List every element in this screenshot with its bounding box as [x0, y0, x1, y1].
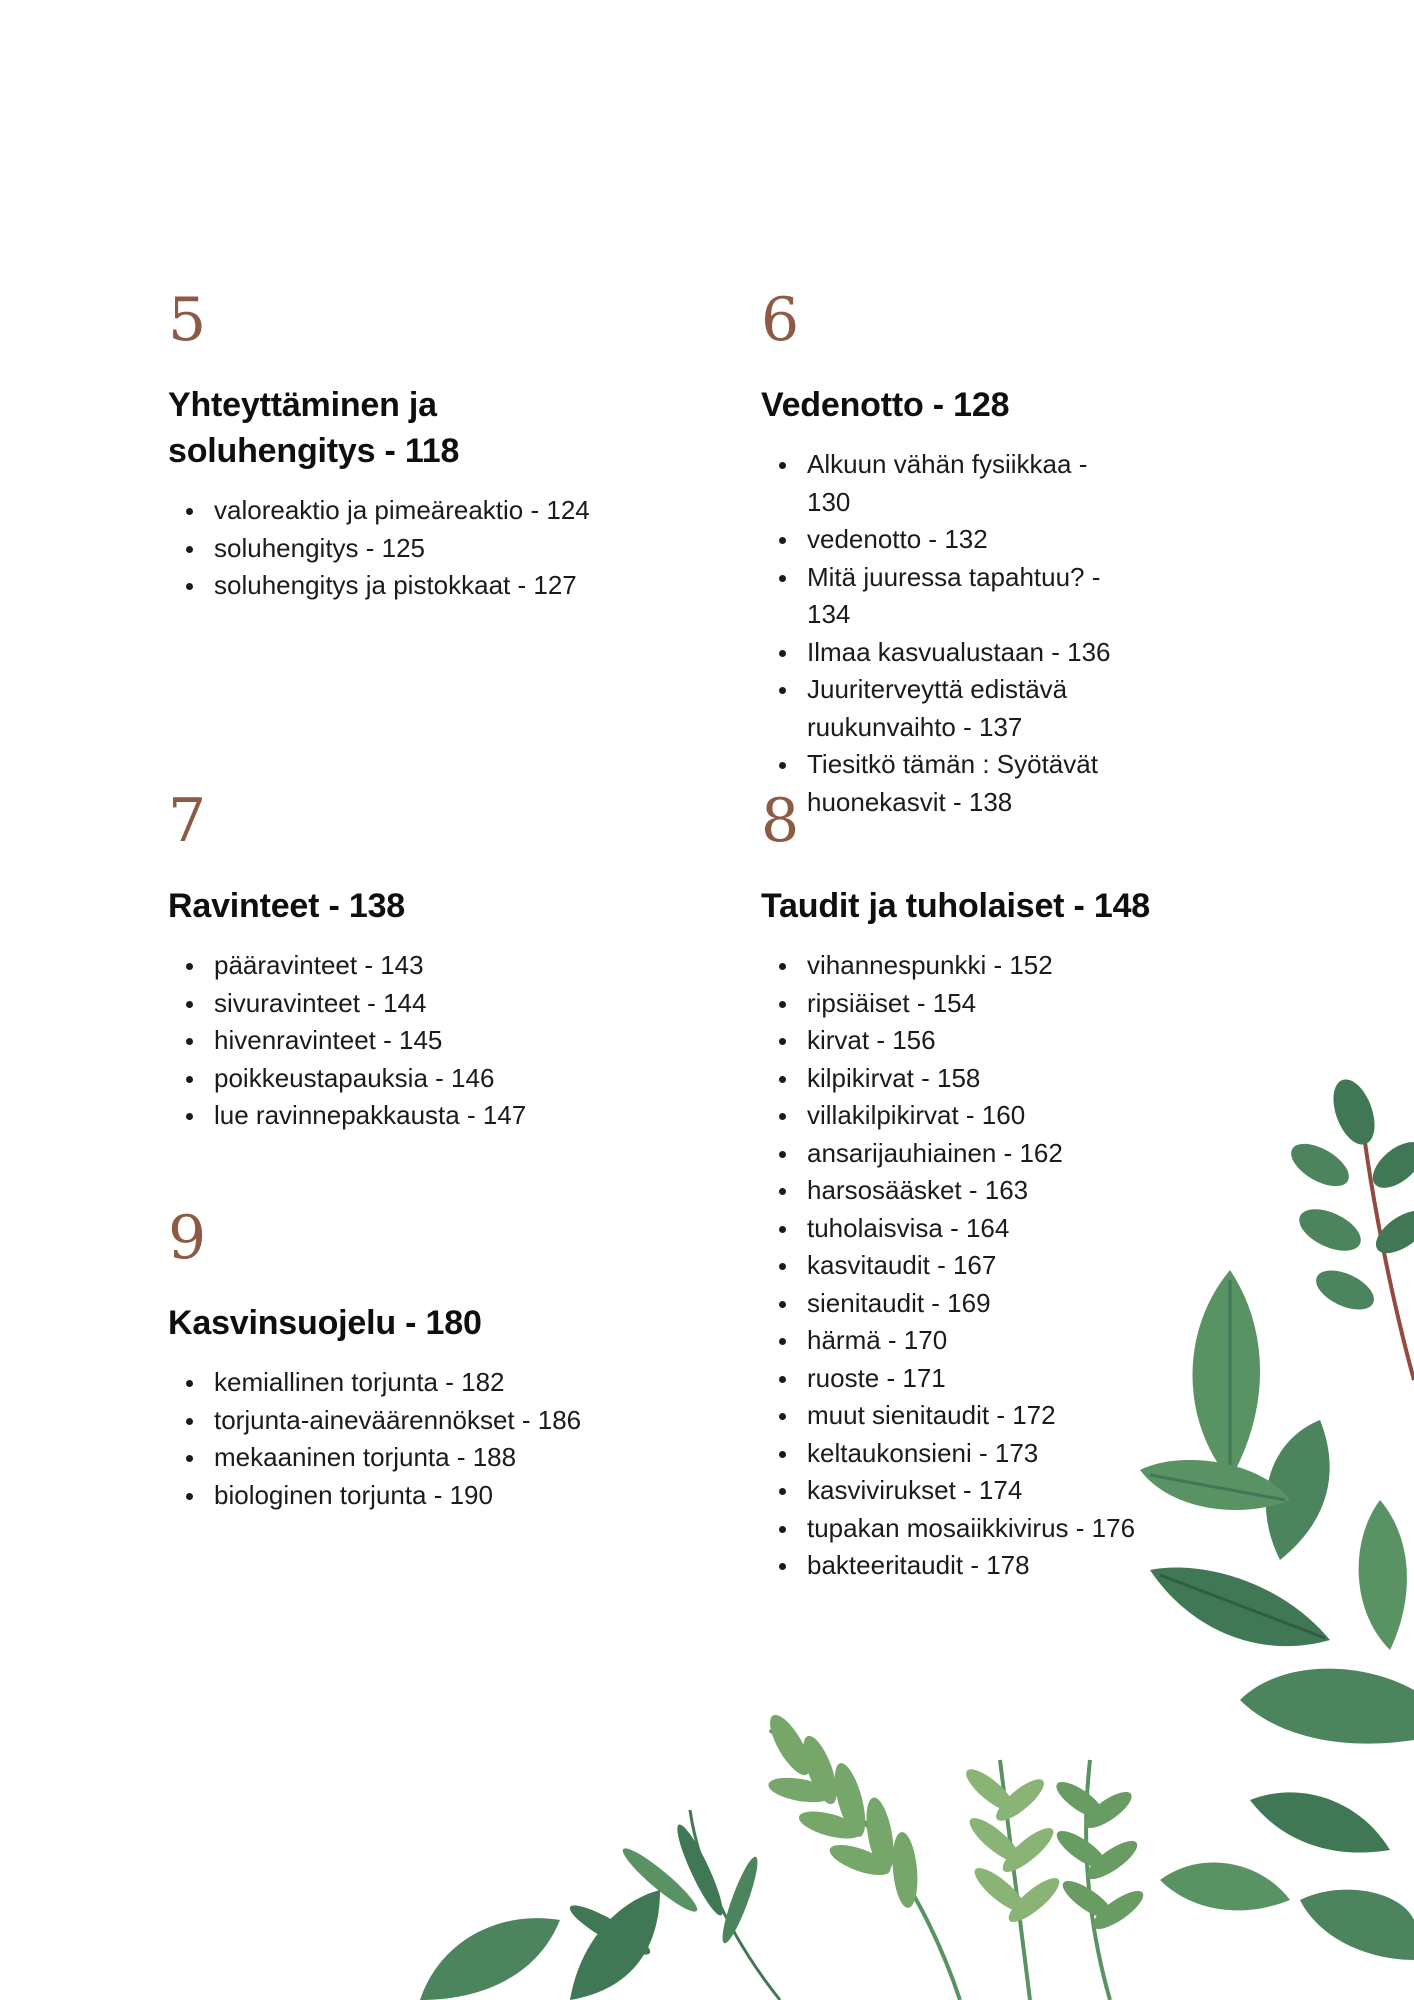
list-item: mekaaninen torjunta - 188	[214, 1439, 668, 1477]
list-item: kasvitaudit - 167	[807, 1247, 1261, 1285]
list-item: biologinen torjunta - 190	[214, 1477, 668, 1515]
list-item: tuholaisvisa - 164	[807, 1210, 1261, 1248]
list-item: muut sienitaudit - 172	[807, 1397, 1261, 1435]
list-item: sivuravinteet - 144	[214, 985, 668, 1023]
list-item: ruoste - 171	[807, 1360, 1261, 1398]
list-item: Juuriterveyttä edistävä ruukunvaihto - 137	[807, 671, 1137, 746]
list-item: bakteeritaudit - 178	[807, 1547, 1261, 1585]
list-item: sienitaudit - 169	[807, 1285, 1261, 1323]
chapter-title: Ravinteet - 138	[168, 887, 405, 925]
chapter-topic-list	[168, 492, 668, 605]
list-item: Ilmaa kasvualustaan - 136	[807, 634, 1137, 672]
list-item: kasvivirukset - 174	[807, 1472, 1261, 1510]
list-item: harsosääsket - 163	[807, 1172, 1261, 1210]
chapter-number: 6	[761, 285, 800, 355]
list-item: vihannespunkki - 152	[807, 947, 1261, 985]
chapter-number: 5	[168, 285, 207, 355]
chapter-title: Kasvinsuojelu - 180	[168, 1304, 482, 1342]
chapter-title: Vedenotto - 128	[761, 386, 1010, 424]
chapter-9	[168, 1203, 668, 1514]
list-item: soluhengitys ja pistokkaat - 127	[214, 567, 668, 605]
list-item: tupakan mosaiikkivirus - 176	[807, 1510, 1261, 1548]
chapter-title: Taudit ja tuholaiset - 148	[761, 887, 1151, 925]
list-item: torjunta-aineväärennökset - 186	[214, 1402, 668, 1440]
list-item: kirvat - 156	[807, 1022, 1261, 1060]
list-item: härmä - 170	[807, 1322, 1261, 1360]
list-item: Mitä juuressa tapahtuu? - 134	[807, 559, 1137, 634]
chapter-6	[761, 285, 1231, 821]
chapter-number: 9	[168, 1203, 207, 1273]
chapter-topic-list	[168, 947, 668, 1135]
list-item: ansarijauhiainen - 162	[807, 1135, 1261, 1173]
chapter-topic-list	[168, 1364, 668, 1514]
list-item: poikkeustapauksia - 146	[214, 1060, 668, 1098]
list-item: Tiesitkö tämän : Syötävät huonekasvit - 138	[807, 746, 1137, 821]
chapter-title: Yhteyttäminen ja soluhengitys - 118	[168, 386, 460, 470]
list-item: soluhengitys - 125	[214, 530, 668, 568]
chapter-7	[168, 786, 668, 1135]
list-item: lue ravinnepakkausta - 147	[214, 1097, 668, 1135]
list-item: villakilpikirvat - 160	[807, 1097, 1261, 1135]
chapter-8	[761, 786, 1261, 1585]
list-item: hivenravinteet - 145	[214, 1022, 668, 1060]
list-item: pääravinteet - 143	[214, 947, 668, 985]
chapter-5	[168, 285, 668, 605]
list-item: keltaukonsieni - 173	[807, 1435, 1261, 1473]
list-item: kilpikirvat - 158	[807, 1060, 1261, 1098]
chapter-topic-list	[761, 446, 1137, 821]
chapter-number: 7	[168, 786, 207, 856]
chapter-topic-list	[761, 947, 1261, 1585]
list-item: kemiallinen torjunta - 182	[214, 1364, 668, 1402]
list-item: ripsiäiset - 154	[807, 985, 1261, 1023]
list-item: vedenotto - 132	[807, 521, 1137, 559]
list-item: valoreaktio ja pimeäreaktio - 124	[214, 492, 668, 530]
list-item: Alkuun vähän fysiikkaa - 130	[807, 446, 1137, 521]
chapter-number: 8	[761, 786, 800, 856]
